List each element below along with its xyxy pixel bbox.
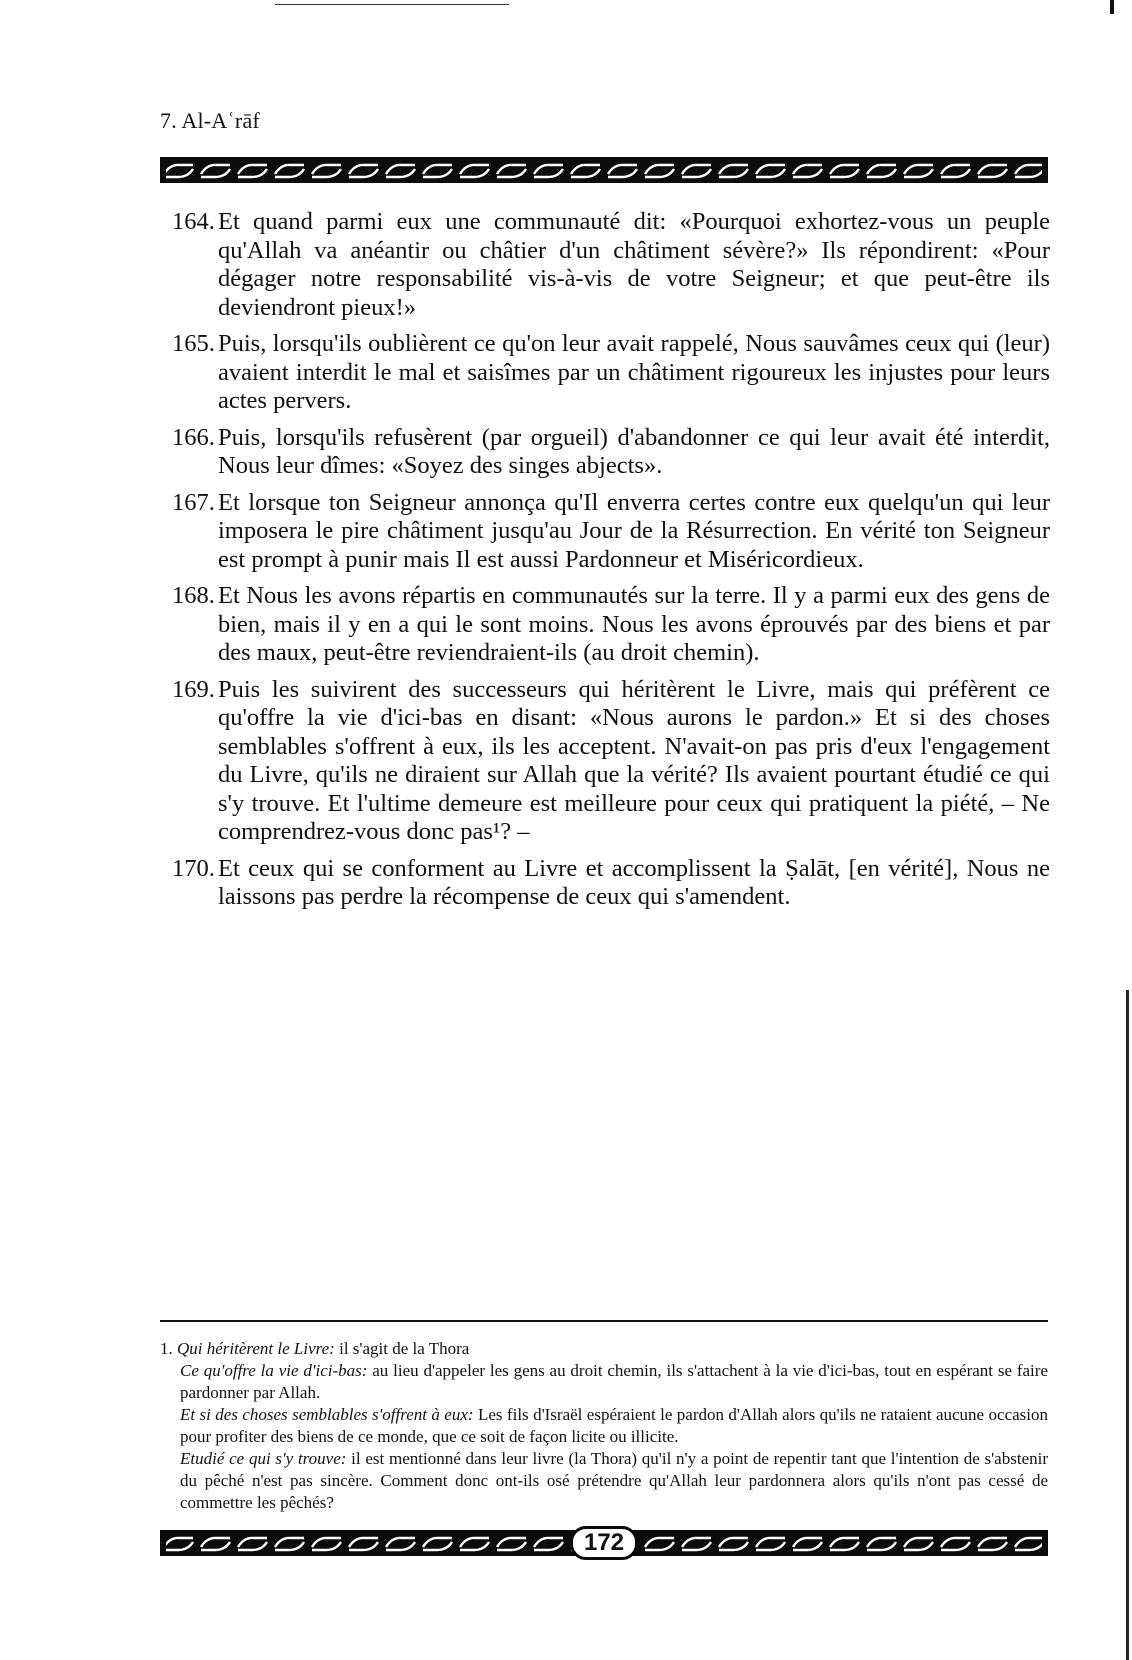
ornamental-band-top — [160, 157, 1048, 183]
page-number: 172 — [570, 1526, 638, 1560]
footnote-marker: 1. — [160, 1339, 177, 1358]
footnote-term: Et si des choses semblables s'offrent à eux: — [180, 1405, 474, 1424]
footnote-term: Qui héritèrent le Livre: — [177, 1339, 335, 1358]
verse-164 — [172, 208, 1050, 322]
verse-number: 165. — [172, 330, 215, 357]
footnote-text: il est mentionné dans leur livre (la Thora) qu'il n'y a point de repentir tant que l'intention de s'abstenir du pêché n'est pas sincère. Comment donc ont-ils osé prétendre qu'Allah leur pardonnera alors qu'ils n'ont pas cessé de commettre les pêchés? — [180, 1449, 1048, 1512]
verse-text: Et ceux qui se conforment au Livre et accomplissent la Ṣalāt, [en vérité], Nous ne laissons pas perdre la récompense de ceux qui s'amendent. — [218, 854, 1050, 910]
footnote-item — [160, 1448, 1048, 1514]
page-edge-shadow — [1126, 990, 1129, 1660]
verse-text: Et Nous les avons répartis en communautés sur la terre. Il y a parmi eux des gens de bien, mais il y en a qui le sont moins. Nous les avons éprouvés par des biens et par des maux, peut-être reviendraient-ils (au droit chemin). — [218, 582, 1050, 666]
footnote-text: au lieu d'appeler les gens au droit chemin, ils s'attachent à la vie d'ici-bas, tout en espérant se faire pardonner par Allah. — [180, 1361, 1048, 1402]
verse-169 — [172, 676, 1050, 847]
verse-167 — [172, 489, 1050, 575]
footnote-text: il s'agit de la Thora — [334, 1339, 470, 1358]
corner-mark — [1110, 0, 1114, 14]
verse-number: 169. — [172, 675, 215, 703]
verse-number: 168. — [172, 582, 215, 609]
verse-number: 166. — [172, 423, 215, 451]
footnotes — [160, 1338, 1048, 1514]
verse-168 — [172, 582, 1050, 668]
verse-165 — [172, 330, 1050, 416]
verse-text: Puis les suivirent des successeurs qui héritèrent le Livre, mais qui préfèrent ce qu'offre la vie d'ici-bas en disant: «Nous aurons le pardon.» Et si des choses semblables s'offrent à eux, ils les acceptent. N'avait-on pas pris d'eux l'engagement du Livre, qu'ils ne diraient sur Allah que la vérité? Ils avaient pourtant étudié ce qui s'y trouve. Et l'ultime demeure est meilleure pour ceux qui pratiquent la piété, – Ne comprendrez-vous donc pas¹? – — [218, 675, 1050, 845]
verse-number: 167. — [172, 488, 215, 516]
footnote-item — [160, 1404, 1048, 1448]
verse-number: 164. — [172, 208, 215, 235]
verse-text: Et lorsque ton Seigneur annonça qu'Il enverra certes contre eux quelqu'un qui leur imposera le pire châtiment jusqu'au Jour de la Résurrection. En vérité ton Seigneur est prompt à punir mais Il est aussi Pardonneur et Miséricordieux. — [218, 488, 1050, 573]
footnote-term: Ce qu'offre la vie d'ici-bas: — [180, 1361, 368, 1380]
verse-number: 170. — [172, 854, 215, 882]
chain-ornament — [160, 157, 1048, 183]
footnote-rule — [160, 1320, 1048, 1322]
footnote-item — [160, 1360, 1048, 1404]
running-head: 7. Al-Aʿrāf — [160, 108, 260, 133]
footnote-text: Les fils d'Israël espéraient le pardon d'Allah alors qu'ils ne rataient aucune occasion pour profiter des biens de ce monde, que ce soit de façon licite ou illicite. — [180, 1405, 1048, 1446]
verse-text: Puis, lorsqu'ils refusèrent (par orgueil) d'abandonner ce qui leur avait été interdit, Nous leur dîmes: «Soyez des singes abjects». — [218, 423, 1050, 479]
footnote-1 — [160, 1338, 1048, 1360]
top-rule — [275, 4, 509, 5]
verse-text: Puis, lorsqu'ils oublièrent ce qu'on leur avait rappelé, Nous sauvâmes ceux qui (leur) avaient interdit le mal et saisîmes par un châtiment rigoureux les injustes pour leurs actes pervers. — [218, 330, 1050, 414]
ornamental-band-bottom — [160, 1530, 1048, 1556]
footnote-term: Etudié ce qui s'y trouve: — [180, 1449, 347, 1468]
verse-170 — [172, 855, 1050, 912]
verse-text: Et quand parmi eux une communauté dit: «Pourquoi exhortez-vous un peuple qu'Allah va anéantir ou châtier d'un châtiment sévère?» Ils répondirent: «Pour dégager notre responsabilité vis-à-vis de votre Seigneur; et que peut-être ils deviendront pieux!» — [218, 208, 1050, 321]
verse-166 — [172, 424, 1050, 481]
verse-list — [172, 208, 1050, 920]
